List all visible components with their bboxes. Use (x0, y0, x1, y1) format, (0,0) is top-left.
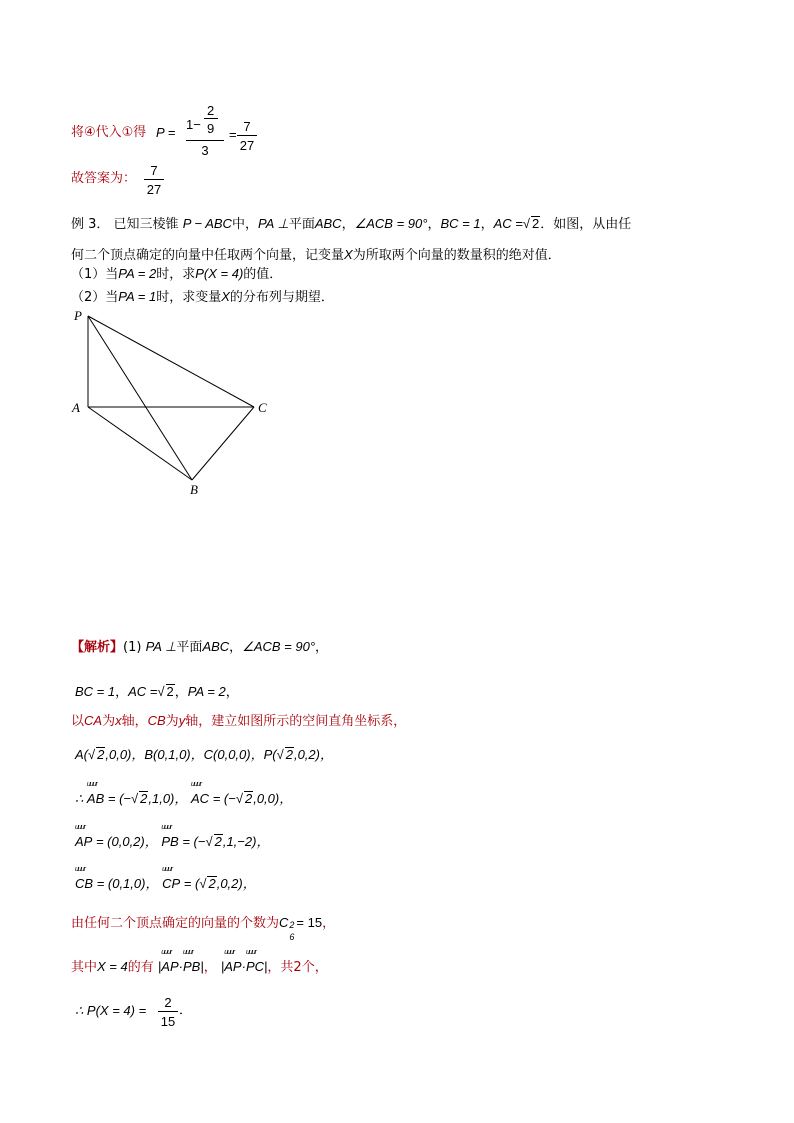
vector-ap (224, 949, 242, 974)
sqrt-icon: √ (88, 747, 96, 762)
inner-fraction-den: 9 (207, 121, 215, 136)
solution-text: ， (229, 640, 243, 655)
solution-line-2 (75, 684, 239, 699)
ex3-text: ， (480, 217, 494, 232)
s5-text: ,0,0)， (253, 791, 293, 806)
s1-angle: ∠ACB = 90° (242, 639, 316, 654)
solution-line-8 (71, 915, 336, 942)
s2-sqrt-value: 2 (166, 684, 174, 699)
result-num: 7 (243, 119, 251, 134)
s2-bc: BC = 1 (75, 684, 116, 699)
s4-sqrt-a: 2 (97, 747, 105, 762)
ex3-pa-perp: PA ⊥ (257, 216, 289, 231)
abs-bar: | (200, 959, 204, 974)
vector-ap (75, 824, 93, 849)
s4-text: A( (75, 747, 88, 762)
answer-label: 故答案为： (71, 171, 137, 186)
label-p: P (74, 308, 82, 323)
example-3-line-1 (71, 216, 631, 231)
vector-arrow-icon: uuur (245, 949, 256, 956)
line-substitute-lhs (156, 126, 175, 139)
ex3-intro: 例 3． 已知三棱锥 (71, 217, 179, 232)
solution-text: (1) (123, 640, 142, 655)
fraction-num-lead: 1− (186, 117, 201, 132)
answer-bar (144, 179, 164, 180)
solution-text: ， (315, 640, 329, 655)
vector-pc (245, 949, 264, 974)
dot-sign: · (178, 959, 183, 974)
s5-sqrt: 2 (140, 791, 148, 806)
q2-text: 的分布列与期望． (229, 290, 334, 305)
dot-sign: · (241, 959, 246, 974)
ex3-text: 为所取两个向量的数量积的绝对值． (352, 248, 561, 263)
q2-pa: PA = 1 (118, 289, 157, 304)
label-c: C (258, 400, 267, 415)
label-b: B (190, 482, 198, 497)
solution-text: 为 (102, 714, 116, 729)
therefore-sign: ∴ (75, 1003, 84, 1018)
s9-x4: X = 4 (97, 959, 128, 974)
vector-label: AP (224, 959, 242, 974)
ex3-sqrt-value: 2 (531, 216, 540, 231)
result-den: 27 (239, 138, 255, 153)
answer-num: 7 (150, 163, 158, 178)
ex3-plane: ABC (314, 216, 342, 231)
sqrt-icon: √ (276, 747, 284, 762)
solution-text: 轴，建立如图所示的空间直角坐标系， (185, 714, 407, 729)
vector-label: AB (86, 791, 105, 806)
ex3-text: 中， (231, 217, 258, 232)
vector-label: CB (75, 876, 94, 891)
s3-ca: CA (84, 713, 103, 728)
s7-sqrt: 2 (208, 876, 216, 891)
vector-ac (191, 781, 210, 806)
solution-line-6 (75, 824, 270, 849)
vector-cp (162, 866, 181, 891)
edge-bc (192, 407, 254, 480)
ex3-angle: ∠ACB = 90° (354, 216, 428, 231)
comb-value: = 15 (296, 915, 323, 930)
dot-product-2 (220, 949, 268, 974)
probability-num: 2 (164, 995, 172, 1010)
vector-cb (75, 866, 94, 891)
ex3-text: ， (341, 217, 355, 232)
solution-text: 的有 (127, 960, 154, 975)
vector-arrow-icon: uuur (191, 781, 202, 788)
ex3-bc: BC = 1 (440, 216, 481, 231)
solution-line-4 (75, 747, 333, 762)
variable-x: X (344, 247, 353, 262)
outer-fraction-den: 3 (201, 143, 209, 158)
vector-pb (182, 949, 201, 974)
solution-text: 其中 (71, 960, 98, 975)
ex3-text: 何二个顶点确定的向量中任取两个向量，记变量 (71, 248, 345, 263)
s7-text: = (0,1,0)， (96, 876, 159, 891)
solution-tag: 【解析】 (71, 640, 124, 655)
label-a: A (72, 400, 80, 415)
vector-label: PB (182, 959, 201, 974)
final-period: ． (179, 1003, 193, 1018)
solution-line-10 (75, 1004, 146, 1017)
q1-pa: PA = 2 (118, 266, 157, 281)
vector-arrow-icon: uuur (162, 866, 173, 873)
vector-ab (86, 781, 105, 806)
vector-label: AC (191, 791, 210, 806)
solution-text: ， (115, 685, 129, 700)
ex3-ac: AC = (493, 216, 523, 231)
ex3-text: 平面 (288, 217, 315, 232)
solution-text: 个， (301, 960, 328, 975)
result-fraction (237, 120, 257, 152)
p-equals: P = (156, 125, 176, 140)
solution-text: 轴， (121, 714, 148, 729)
pyramid-figure (60, 300, 290, 500)
abs-bar: | (220, 959, 225, 974)
vector-arrow-icon: uuur (75, 824, 86, 831)
s6-sqrt: 2 (214, 834, 222, 849)
comb-c: C (279, 915, 289, 930)
solution-line-9 (71, 949, 328, 975)
therefore-sign: ∴ (75, 791, 84, 806)
vector-label: AP (75, 834, 93, 849)
ex3-text: ．如图，从由任 (540, 217, 632, 232)
sqrt-icon: √ (235, 791, 243, 806)
vector-ap (161, 949, 179, 974)
edge-ab (88, 407, 192, 480)
s4-text: ,0,2)， (293, 747, 333, 762)
inner-fraction-bar (204, 118, 218, 119)
q1-text: 的值． (243, 267, 283, 282)
inner-fraction-num: 2 (207, 103, 215, 118)
s6-text: ,1,−2)， (222, 834, 270, 849)
s2-pa: PA = 2 (187, 684, 226, 699)
solution-text: ， (225, 685, 239, 700)
sqrt-icon: √ (131, 791, 139, 806)
ex3-text: ， (427, 217, 441, 232)
sqrt-icon: √ (199, 876, 207, 891)
probability-fraction (158, 996, 178, 1028)
edge-pb (88, 316, 192, 480)
s5-text: ,1,0)， (148, 791, 188, 806)
vector-arrow-icon: uuur (224, 949, 235, 956)
vector-label: AP (161, 959, 179, 974)
result-bar (237, 135, 257, 136)
s2-ac: AC = (128, 684, 158, 699)
line-substitute-label: 将④代入①得 (71, 125, 147, 140)
sqrt-icon: √ (205, 834, 213, 849)
q2-text: （2）当 (71, 290, 119, 305)
vector-label: PC (245, 959, 264, 974)
solution-line-5 (75, 781, 293, 806)
s10-prob: P(X = 4) = (86, 1003, 147, 1018)
abs-bar: | (157, 959, 162, 974)
s6-text: = (− (182, 834, 206, 849)
vector-arrow-icon: uuur (75, 866, 86, 873)
answer-fraction (144, 164, 164, 196)
comb-sub: 6 (289, 932, 295, 942)
s3-x: x (115, 713, 122, 728)
probability-bar (158, 1011, 178, 1012)
edge-pc (88, 316, 254, 407)
s3-y: y (178, 713, 186, 728)
solution-text: 由任何二个顶点确定的向量的个数为 (71, 916, 280, 931)
vector-arrow-icon: uuur (182, 949, 193, 956)
compound-fraction (186, 104, 224, 157)
vector-pb (161, 824, 179, 849)
s7-text: ,0,2)， (216, 876, 256, 891)
solution-line-7 (75, 866, 256, 891)
solution-line-3 (71, 714, 406, 728)
count-value: 2 (293, 960, 302, 975)
sqrt-icon: √ (522, 216, 530, 231)
ex3-pyramid: P − ABC (182, 216, 232, 231)
s5-text: = (− (107, 791, 131, 806)
s4-text: ,0,0)，B(0,1,0)，C(0,0,0)，P( (105, 747, 277, 762)
probability-den: 15 (160, 1014, 176, 1029)
s5-sqrt: 2 (244, 791, 253, 806)
solution-text: 以 (71, 714, 85, 729)
solution-text: ，共 (267, 960, 294, 975)
s7-text: = ( (183, 876, 200, 891)
q1-text: （1）当 (71, 267, 119, 282)
q2-x: X (221, 289, 230, 304)
q1-text: 时，求 (156, 267, 196, 282)
s4-sqrt-p: 2 (285, 747, 293, 762)
vector-arrow-icon: uuur (161, 949, 172, 956)
vector-arrow-icon: uuur (86, 781, 97, 788)
vector-label: PB (161, 834, 179, 849)
vector-arrow-icon: uuur (161, 824, 172, 831)
s1-plane: ABC (202, 639, 230, 654)
comb-sup: 2 (289, 920, 295, 930)
solution-text: ， (174, 685, 188, 700)
s6-text: = (0,0,2)， (95, 834, 158, 849)
dot-product-1 (157, 949, 204, 974)
abs-bar: | (264, 959, 268, 974)
combination (279, 915, 296, 942)
solution-line-1 (71, 640, 328, 654)
question-1 (71, 267, 282, 281)
example-3-line-2 (71, 248, 561, 262)
vector-label: CP (162, 876, 181, 891)
solution-text: ， (322, 916, 336, 931)
s1-pa-perp: PA ⊥ (145, 639, 177, 654)
sqrt-icon: √ (157, 684, 165, 699)
solution-text: 为 (165, 714, 179, 729)
solution-text: ， (203, 960, 217, 975)
s5-text: = (− (212, 791, 236, 806)
equals-sign: = (229, 127, 237, 142)
q2-text: 时，求变量 (156, 290, 222, 305)
answer-den: 27 (146, 182, 162, 197)
solution-text: 平面 (176, 640, 203, 655)
q1-prob: P(X = 4) (195, 266, 244, 281)
outer-fraction-bar (186, 140, 224, 141)
s3-cb: CB (147, 713, 166, 728)
